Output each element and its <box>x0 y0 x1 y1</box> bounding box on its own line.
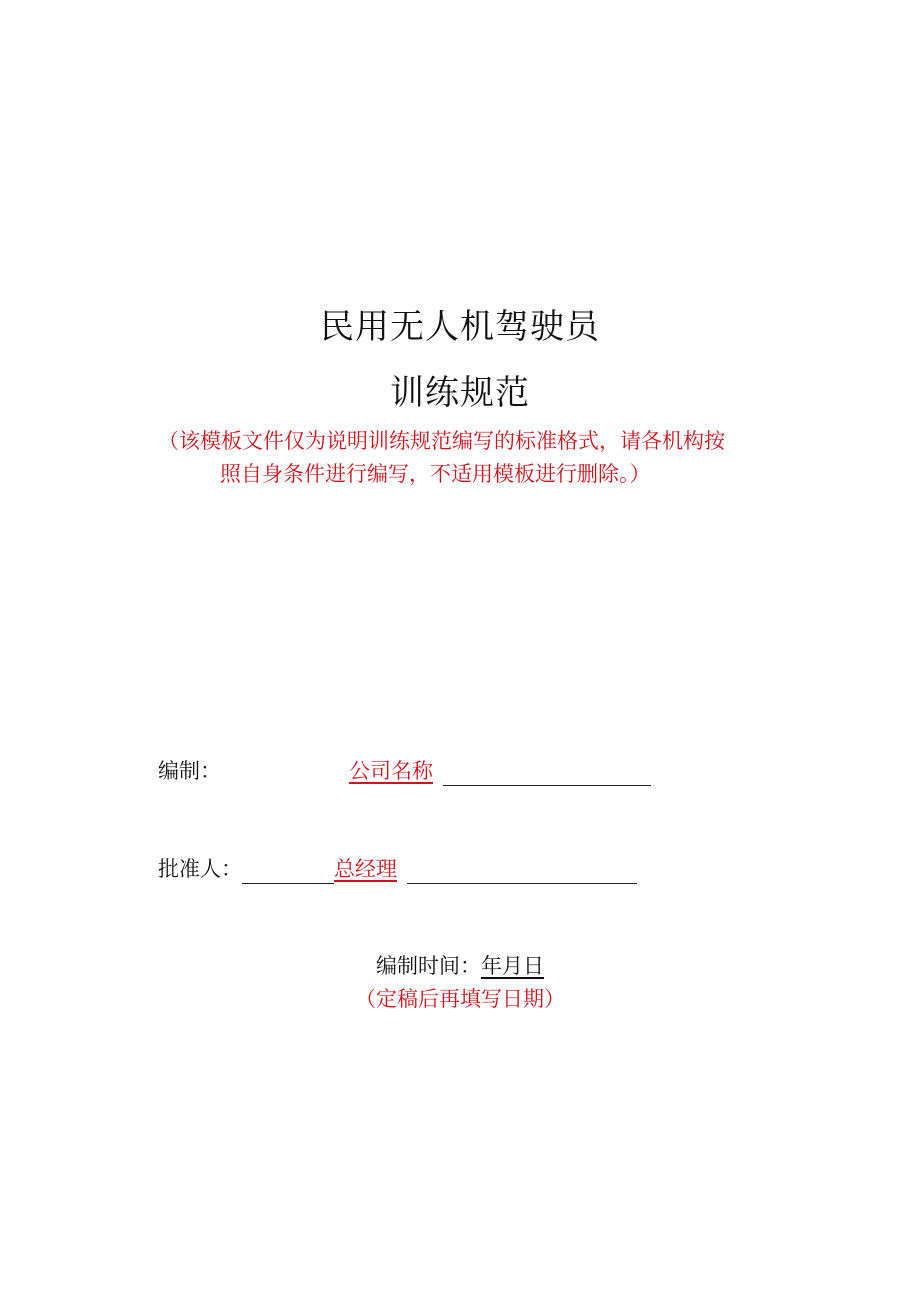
template-note-line2: 照自身条件进行编写，不适用模板进行删除。） <box>220 462 651 486</box>
compile-date-note: （定稿后再填写日期） <box>355 987 565 1011</box>
approver-underline-right <box>407 859 637 884</box>
compiler-underline <box>443 761 651 786</box>
compile-date-row <box>0 951 920 981</box>
template-note-line1: （该模板文件仅为说明训练规范编写的标准格式，请各机构按 <box>158 429 725 453</box>
approver-label: 批准人： <box>158 857 242 881</box>
compile-date-label: 编制时间： <box>376 954 481 978</box>
document-title-line1: 民用无人机驾驶员 <box>320 307 600 347</box>
compiler-row <box>158 756 651 786</box>
compiler-label: 编制： <box>158 759 221 783</box>
document-title-line2: 训练规范 <box>390 373 530 413</box>
compile-date-value: 年月日 <box>481 954 544 978</box>
approver-value: 总经理 <box>334 857 397 881</box>
approver-underline-left <box>242 859 334 884</box>
approver-row <box>158 854 637 884</box>
compiler-value: 公司名称 <box>349 759 433 783</box>
